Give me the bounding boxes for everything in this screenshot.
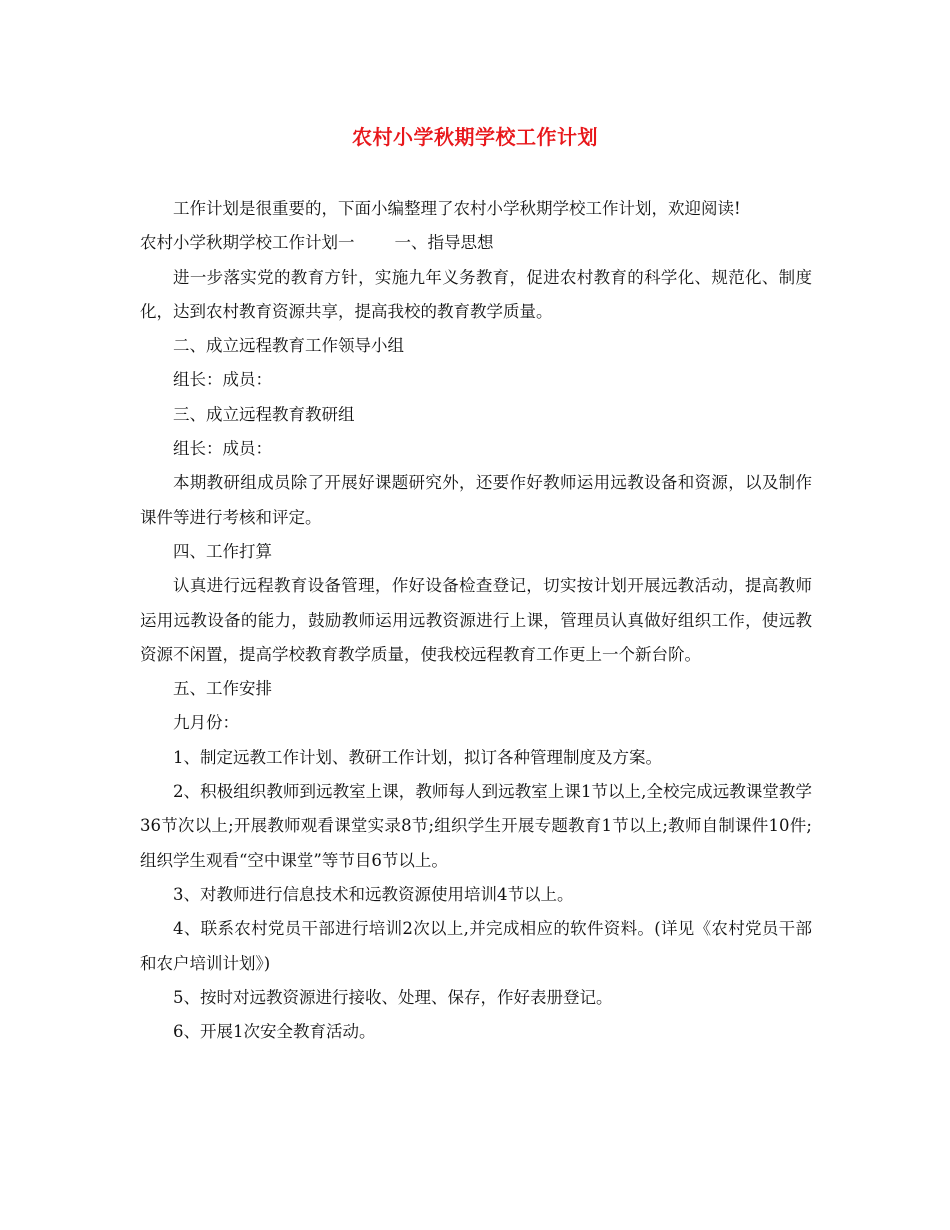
paragraph: 九月份： [173,713,239,733]
intro-paragraph: 工作计划是很重要的，下面小编整理了农村小学秋期学校工作计划，欢迎阅读! [173,199,741,218]
paragraph: 认真进行远程教育设备管理，作好设备检查登记，切实按计划开展远教活动，提高教师运用远教设备的能力，鼓励教师运用远教资源进行上课，管理员认真做好组织工作，使远教资源不闲置，提高学校教育教学质量，使我校远程教育工作更上一个新台阶。 [140,576,812,664]
paragraph: 组长：成员： [173,439,272,459]
paragraph: 组长：成员： [173,370,272,390]
document-body [140,192,812,1049]
list-item: 1、制定远教工作计划、教研工作计划，拟订各种管理制度及方案。 [173,747,662,767]
list-item: 5、按时对远教资源进行接收、处理、保存，作好表册登记。 [173,987,613,1007]
section-heading: 五、工作安排 [173,679,272,699]
section-heading: 二、成立远程教育工作领导小组 [173,336,404,356]
section-heading: 四、工作打算 [173,541,272,561]
plan-subtitle: 农村小学秋期学校工作计划一 [140,233,355,253]
list-item: 4、联系农村党员干部进行培训2次以上,并完成相应的软件资料。(详见《农村党员干部和农户培训计划》) [140,919,812,973]
list-item: 3、对教师进行信息技术和远教资源使用培训4节以上。 [173,884,574,904]
list-item: 6、开展1次安全教育活动。 [173,1022,376,1042]
subtitle-line [140,226,812,260]
paragraph: 进一步落实党的教育方针，实施九年义务教育，促进农村教育的科学化、规范化、制度化，达到农村教育资源共享，提高我校的教育教学质量。 [140,267,812,321]
section-heading: 三、成立远程教育教研组 [173,404,355,424]
section-heading-guiding: 一、指导思想 [394,233,494,253]
paragraph: 本期教研组成员除了开展好课题研究外，还要作好教师运用远教设备和资源，以及制作课件等进行考核和评定。 [140,473,812,527]
list-item: 2、积极组织教师到远教室上课，教师每人到远教室上课1节以上,全校完成远教课堂教学36节次以上;开展教师观看课堂实录8节;组织学生开展专题教育1节以上;教师自制课件10件;组织学生观看“空中课堂”等节目6节以上。 [140,782,812,870]
document-title: 农村小学秋期学校工作计划 [352,125,598,149]
